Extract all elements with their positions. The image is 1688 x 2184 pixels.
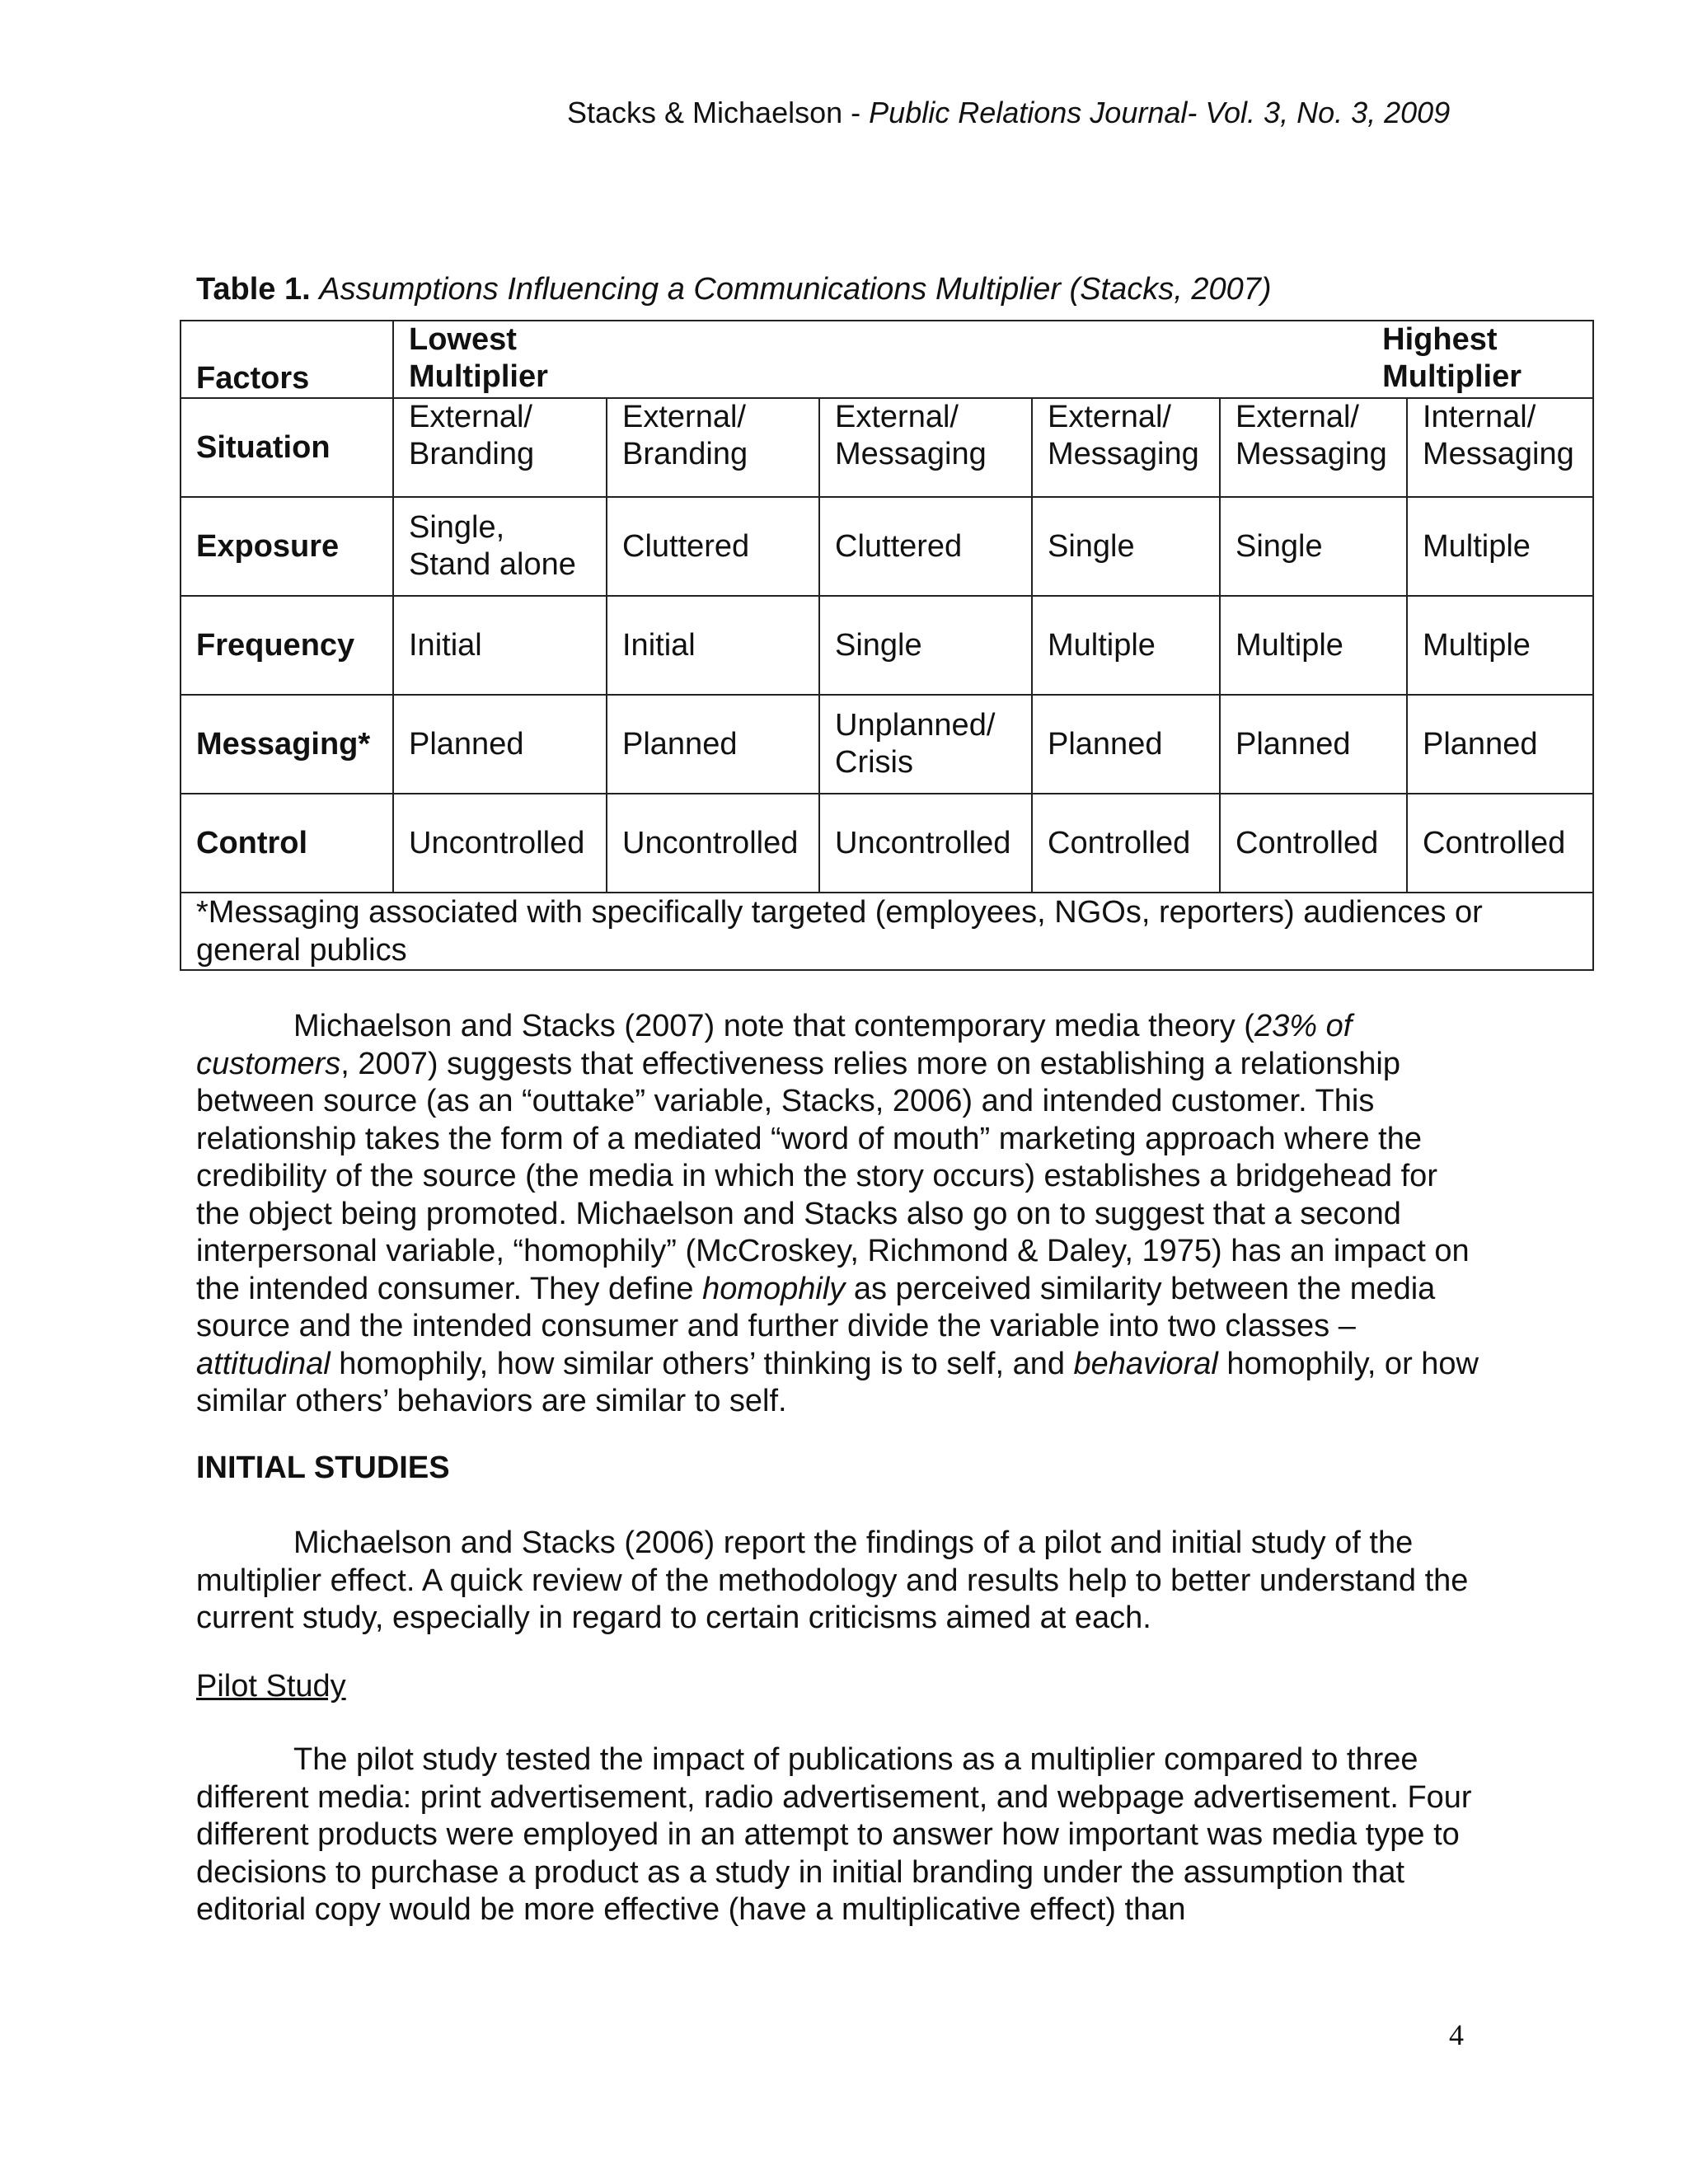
p1-text-1: Michaelson and Stacks (2007) note that contemporary media theory ( [293, 1009, 1254, 1043]
table-cell: Planned [393, 695, 607, 794]
table-cell: Internal/ Messaging [1407, 398, 1593, 497]
header-highest-multiplier [1382, 321, 1522, 396]
subheading-pilot-study: Pilot Study [196, 1669, 346, 1704]
header-authors: Stacks & Michaelson - [567, 96, 861, 129]
table-cell: Initial [393, 596, 607, 695]
table-cell: Multiple [1407, 596, 1593, 695]
table-cell: Cluttered [819, 497, 1032, 596]
table-footnote-row [181, 893, 1593, 970]
header-multiplier-scale [393, 321, 1593, 398]
factor-cell: Frequency [181, 596, 393, 695]
paragraph-initial-studies [196, 1525, 1482, 1638]
page-number: 4 [1449, 2018, 1464, 2051]
factor-cell: Messaging* [181, 695, 393, 794]
table-cell: Multiple [1407, 497, 1593, 596]
table-cell: Planned [1220, 695, 1407, 794]
table-header-row [181, 321, 1593, 398]
table-caption-title: Assumptions Influencing a Communications Multiplier (Stacks, 2007) [319, 272, 1272, 307]
table-cell: Planned [607, 695, 819, 794]
table-caption [196, 272, 1272, 307]
table-cell: Planned [1032, 695, 1220, 794]
table-cell: Uncontrolled [607, 794, 819, 893]
header-highest-line1: Highest [1382, 322, 1498, 357]
p1-text-2: , 2007) suggests that effectiveness relies more on establishing a relationship between source (as an “outtake” variable, Stacks, 2006) and intended customer. This relationship takes the form of a mediated “word of mouth” marketing approach where the credibility of the source (the media in which the story occurs) establishes a bridgehead for the object being promoted. Michaelson and Stacks also go on to suggest that a second interpersonal variable, “homophily” (McCroskey, Richmond & Daley, 1975) has an impact on the intended consumer. They define [196, 1046, 1470, 1306]
header-lowest-line2: Multiplier [409, 359, 548, 394]
table-cell: External/ Messaging [1220, 398, 1407, 497]
p1-text-3: as perceived similarity between the media source and the intended consumer and further divide the variable into two classes – [196, 1271, 1436, 1343]
table-row-messaging [181, 695, 1593, 794]
table-row-control [181, 794, 1593, 893]
running-header [567, 96, 1450, 130]
p3-text: The pilot study tested the impact of publications as a multiplier compared to three different media: print advertisement, radio advertisement, and webpage advertisement. Four different products were employed in an attempt to answer how important was media type to decisions to purchase a product as a study in initial branding under the assumption that editorial copy would be more effective (have a multiplicative effect) than [196, 1742, 1472, 1927]
table-cell: Multiple [1220, 596, 1407, 695]
table-cell: Single [1032, 497, 1220, 596]
p1-italic-2: homophily [702, 1271, 846, 1306]
table-cell: Initial [607, 596, 819, 695]
p1-italic-1: 23% of customers [196, 1009, 1353, 1081]
table-cell: External/ Branding [607, 398, 819, 497]
table-caption-label: Table 1. [196, 272, 311, 307]
table-cell: Single, Stand alone [393, 497, 607, 596]
table-cell: Controlled [1407, 794, 1593, 893]
table-cell: Controlled [1220, 794, 1407, 893]
table-cell: Single [819, 596, 1032, 695]
table-row-frequency [181, 596, 1593, 695]
header-lowest-multiplier [409, 321, 548, 396]
header-factors: Factors [181, 321, 393, 398]
table-cell: Unplanned/ Crisis [819, 695, 1032, 794]
table-row-situation [181, 398, 1593, 497]
header-highest-line2: Multiplier [1382, 359, 1522, 394]
paragraph-pilot-study [196, 1741, 1482, 1929]
p1-italic-4: behavioral [1073, 1346, 1218, 1381]
p1-text-5: homophily, or how similar others’ behaviors are similar to self. [196, 1346, 1479, 1418]
table-cell: Uncontrolled [819, 794, 1032, 893]
table-cell: External/ Messaging [819, 398, 1032, 497]
factor-cell: Exposure [181, 497, 393, 596]
section-heading-initial-studies: INITIAL STUDIES [196, 1451, 450, 1485]
table-row-exposure [181, 497, 1593, 596]
table-cell: Uncontrolled [393, 794, 607, 893]
table-cell: Multiple [1032, 596, 1220, 695]
table-cell: External/ Messaging [1032, 398, 1220, 497]
table-cell: Controlled [1032, 794, 1220, 893]
paragraph-homophily [196, 1008, 1482, 1421]
header-journal: Public Relations Journal- Vol. 3, No. 3, 2009 [869, 96, 1451, 129]
p1-text-4: homophily, how similar others’ thinking is to self, and [330, 1346, 1074, 1381]
table-footnote: *Messaging associated with specifically targeted (employees, NGOs, reporters) audiences or general publics [181, 893, 1593, 970]
header-lowest-line1: Lowest [409, 322, 517, 357]
assumptions-table [180, 320, 1594, 971]
factor-cell: Control [181, 794, 393, 893]
factor-cell: Situation [181, 398, 393, 497]
table-cell: Single [1220, 497, 1407, 596]
table-cell: Cluttered [607, 497, 819, 596]
table-cell: Planned [1407, 695, 1593, 794]
p1-italic-3: attitudinal [196, 1346, 331, 1381]
p2-text: Michaelson and Stacks (2006) report the findings of a pilot and initial study of the multiplier effect. A quick review of the methodology and results help to better understand the current study, especially in regard to certain criticisms aimed at each. [196, 1526, 1469, 1635]
table-cell: External/ Branding [393, 398, 607, 497]
